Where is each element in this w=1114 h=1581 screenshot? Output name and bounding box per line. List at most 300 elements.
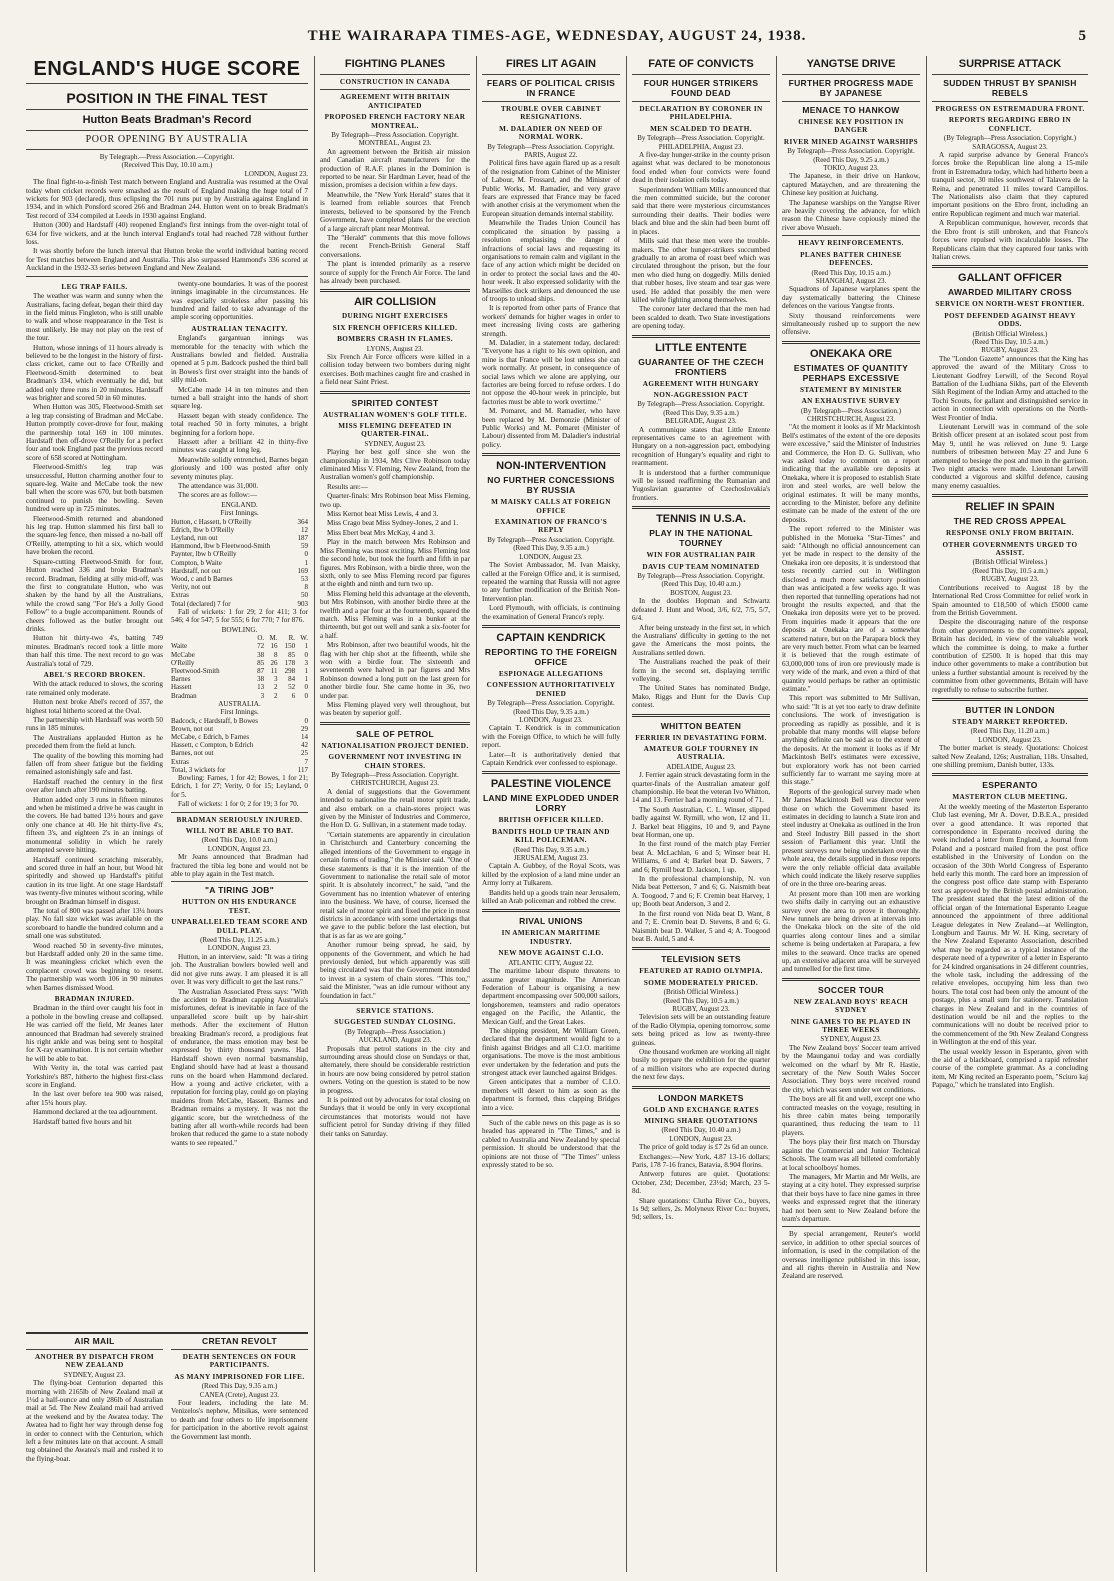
paragraph: Fall of wickets: 1 for 29; 2 for 411; 3 for 546; 4 for 547; 5 for 555; 6 for 770; 7 for 876. <box>171 607 308 625</box>
section-heading: SERVICE ON NORTH-WEST FRONTIER. <box>935 300 1085 309</box>
scorecard-innings: First Innings. <box>220 708 259 717</box>
paragraph: Fleetwood-Smith returned and abandoned his leg trap. Hutton slammed his first ball to the square-leg fence, then missed a no-ball off O'Reilly, attempting to hit a six, which would have broken the record. <box>26 514 163 557</box>
dateline: ATLANTIC CITY, August 22. <box>508 958 594 967</box>
received: (Reed This Day, 10.15 a.m.) <box>811 268 891 277</box>
section-heading: FEATURED AT RADIO OLYMPIA. <box>639 967 763 976</box>
paragraph: Miss Kernot beat Miss Lewis, 4 and 3. <box>327 510 439 519</box>
headline: FIGHTING PLANES <box>344 58 446 70</box>
dateline: LONDON, August 23. <box>207 844 272 853</box>
section-heading: AN EXHAUSTIVE SURVEY <box>801 397 901 406</box>
paragraph: A Republican communique, however, records that the Ebro front is still unbroken, and that Franco's forces were repulsed with incalculable losses. The Republicans claim that they captured four tanks with Italian crews. <box>932 219 1088 261</box>
paragraph: It is understood that a further communique will be issued reaffirming the Rumanian and Yugoslavian guarantee of Czechoslovakia's frontiers. <box>632 468 770 502</box>
paragraph: The United States has nominated Budge, Mako, Riggs and Hunt for the Davis Cup contest. <box>632 684 770 710</box>
paragraph: Share quotations: Clutha River Co., buyers, 1s 9d; sellers, 2s. Molyneux River Co.: buyers, 9d; sellers, 1s. <box>632 1196 770 1222</box>
received: (Reed This Day, 11.20 a.m.) <box>970 727 1050 736</box>
paragraph: It was shortly before the lunch interval that Hutton broke the world individual batting record for Test matches between England and Australia. This also surpassed Hammond's 336 scored at Auckland in the 1932-33 series between England and New Zealand. <box>26 247 308 273</box>
paragraph: A denial of suggestions that the Government intended to nationalise the retail motor spirit trade, and also embark on a chain-stores project was given by the Minister of Industries and Commerce, the Hon D. G. Sullivan, in a statement made today. <box>320 787 470 830</box>
headline: CRETAN REVOLT <box>202 1336 277 1346</box>
paragraph: The Japanese warships on the Yangtse River are heavily covering the advance, for which reason the Chinese have copiously mined the river above Wusueh. <box>782 198 920 232</box>
paragraph: Captain A. Gubbey, of the Royal Scots, was killed by the explosion of a land mine under an Army lorry at Tulkarem. <box>482 862 620 888</box>
credit: By Telegraph—Press Association. Copyright. <box>487 699 615 708</box>
section-heading: LEG TRAP FAILS. <box>61 282 128 291</box>
subheadline: GUARANTEE OF THE CZECH FRONTIERS <box>638 356 764 377</box>
paragraph: A communique states that Little Entente representatives came to an agreement with Hungary on a non-aggression pact, embodying recognition of Hungary's equality and right to rearmament. <box>632 425 770 468</box>
section-heading: UNPARALLELED TEAM SCORE AND DULL PLAY. <box>171 918 308 935</box>
paragraph: McCabe made 14 in ten minutes and then turned a ball straight into the hands of short square leg. <box>171 385 308 411</box>
paragraph: Meanwhile the Trades Union Council has complicated the situation by passing a resolution emphasising the danger of infractions of social laws and requesting its organisations to remain calm and vigilant in the face of any action which might be decided on in order to protect the social laws and the 40-hour week. It also expressed solidarity with the Marseilles dock strikers and denounced the use of troops to unload ships. <box>482 219 620 303</box>
paragraph: After being unsteady in the first set, in which the Australians' difficulty in getting to the net gave the Americans the most points, the Australians settled down. <box>632 623 770 657</box>
paragraph: At the weekly meeting of the Masterton Esperanto Club last evening, Mr A. Dover, D.B.E.A., presided over a good attendance. It was reported that correspondence in Esperanto received during the week included a letter from England, a Journal from Poland and a postcard mailed from the post office established in the University of London on the occasion of the 30th World Congress of Esperanto held early this month. The card bore an impression of the congress post office date stamp with Esperanto text as approved by the British postal administration. The president stated that the latest edition of the official organ of the International Esperanto League announced the appointment of three additional League delegates in New Zealand—at Wellington, Longburn and Taurus. Mr W. H. King, secretary of the New Zealand Esperanto Association, described what may be regarded as a typical instance of the desperate need of a typewriter of a letter in Esperanto for 24 kindred organisations in 24 different countries, the whole task, including the addressing of the relative envelopes, occupying him less than two hours. The total cost had been only the amount of the postage, plus a small sum for stationery. Translation charges in New Zealand and in the countries of destination would be nil and the replies to the communications will no doubt be received prior to the commencement of the 9th New Zealand Congress in Wellington at the end of this year. <box>932 802 1088 1047</box>
column-3 <box>482 56 620 1572</box>
dateline: SARAGOSSA, August 23. <box>972 142 1048 151</box>
table-row: Hutton, c Hassett, b O'Reilly 364 <box>171 517 308 526</box>
section-heading: GOVERNMENT NOT INVESTING IN CHAIN STORES. <box>328 753 462 770</box>
headline: RELIEF IN SPAIN <box>965 501 1055 514</box>
paragraph: Despite the discouraging nature of the response from other governments to the committee's appeal, Britain has decided, in view of the valuable work which the committee is doing, to make a further contribution of £2500. It is hoped that this may induce other governments to make a contribution but unless a further substantial amount is received by the committee from other governments, Britain will have regretfully to refuse to subscribe further. <box>932 618 1088 694</box>
subheadline: FEARS OF POLITICAL CRISIS IN FRANCE <box>486 78 616 98</box>
paragraph: Lieutenant Lerwill was in command of the sole British officer present at an isolated scout post from May 9, until he was relieved on June 9. Large numbers of tribesmen between May 27 and June 6 attempted to besiege the post and men in the garrison. Two night attacks were made. Lieutenant Lerwill conducted a vigorous and skilful defence, causing many enemy casualties. <box>932 423 1088 490</box>
subheadline: REPORTING TO THE FOREIGN OFFICE <box>484 646 618 667</box>
headline: AIR MAIL <box>74 1336 115 1346</box>
paragraph: The Soviet Ambassador, M. Ivan Maisky, called at the Foreign Office and, it is surmised, repeated the warning that Russia will not agree to any further modification of the British Non-Intervention plan. <box>482 561 620 603</box>
headline: BUTTER IN LONDON <box>965 704 1055 715</box>
credit: (By Telegraph—Press Association.) <box>344 1027 446 1036</box>
section-heading: TROUBLE OVER CABINET RESIGNATIONS. <box>500 105 602 122</box>
paragraph: Another rumour being spread, he said, by opponents of the Government, and which he had previously denied, but which apparently was still being circulated was that the Government intended to invest in a system of chain stores. "This too," said the Minister, "was an idle rumour without any foundation in fact." <box>320 941 470 1000</box>
paragraph: The boys play their first match on Thursday against the Commercial and Junior Technical Schools. The team was all billeted comfortably at local schoolboys' homes. <box>782 1138 920 1172</box>
paragraph: The maritime labour dispute threatens to assume greater magnitude. The American Federation of Labour is organising a new department encompassing over 500,000 sailors, longshoremen, teamsters and radio operators engaged on the Pacific, the Atlantic, the Mexican Gulf, and the Great Lakes. <box>482 967 620 1026</box>
headline: ONEKAKA ORE <box>809 347 893 360</box>
paragraph: Miss Fleming played very well throughout, but was beaten by superior golf. <box>320 701 470 718</box>
paragraph: Hutton (300) and Hardstaff (40) reopened England's first innings from the over-night total of 634 for five wickets, and at the lunch interval England's total had reached 728 without further loss. <box>26 221 308 247</box>
table-row: O. M. R. W. <box>257 634 308 643</box>
dateline: PHILADELPHIA, August 23. <box>658 142 744 151</box>
paragraph: Miss Fleming held this advantage at the eleventh, but Mrs Robinson, with another birdie three at the twelfth and a par four at the fourteenth, squared the match. Miss Fleming was in a bunker at the thirteenth, but got out well and sank a six-footer for a half. <box>320 589 470 640</box>
section-heading: ANOTHER BY DISPATCH FROM NEW ZEALAND <box>34 1353 155 1370</box>
received: (Reed This Day, 11.25 a.m.) <box>200 936 279 945</box>
column-4 <box>632 56 770 1572</box>
paragraph: The Japanese, in their drive on Hankow, captured Mataychen, and are threatening the Chinese key position at Juichang. <box>782 172 920 198</box>
paragraph: Hardstaff batted five hours and hit <box>33 1117 132 1126</box>
column-6 <box>932 56 1088 1572</box>
paragraph: The plant is intended primarily as a reserve source of supply for the French Air Force. The land has already been purchased. <box>320 260 470 285</box>
paragraph: The boys are all fit and well, except one who contracted measles on the voyage, resulting in his three cabin mates being temporarily quarantined, thus reducing the team to 11 players. <box>782 1095 920 1137</box>
paragraph: The "Herald" comments that this move follows the recent French-British General Staff conversations. <box>320 233 470 259</box>
dateline: ADELAIDE, August 23. <box>666 762 736 771</box>
paragraph: The weather was warm and sunny when the Australians, facing defeat, began their third day in the field minus Fingleton, who is still unable to walk and whose reappearance in the Test is most unlikely. He may not play on the rest of the tour. <box>26 292 163 343</box>
credit: (British Official Wireless.) <box>972 558 1048 567</box>
paragraph: Sixty thousand reinforcements were simultaneously rushed up to support the new offensive. <box>782 311 920 337</box>
headline: ENGLAND'S HUGE SCORE <box>33 58 301 80</box>
column-rule <box>776 56 777 1572</box>
table-row: Verity, not out 8 <box>171 583 308 592</box>
dateline: RUGBY, August 23. <box>981 346 1039 355</box>
table-row: McCabe 38 8 85 0 <box>171 650 308 659</box>
section-heading: BOMBERS CRASH IN FLAMES. <box>337 335 453 344</box>
paragraph: It is reported from other parts of France that workers' demands for higher wages in order to meet increasing living costs are gathering strength. <box>482 304 620 338</box>
section-heading: BRITISH OFFICER KILLED. <box>498 816 604 825</box>
section-heading: NEW ZEALAND BOYS' REACH SYDNEY <box>793 997 909 1015</box>
section-heading: CHINESE KEY POSITION IN DANGER <box>798 118 904 135</box>
paragraph: In the doubles Hopman and Schwartz defeated J. Hunt and Wood, 3/6, 6/2, 7/5, 5/7, 6/4. <box>632 597 770 623</box>
paragraph: Fall of wickets: 1 for 0; 2 for 19; 3 for 70. <box>178 800 299 809</box>
dateline: JERUSALEM, August 23. <box>513 854 589 863</box>
paragraph: Quarter-finals: Mrs Robinson beat Miss Fleming, two up. <box>320 492 470 509</box>
section-heading: AUSTRALIAN WOMEN'S GOLF TITLE. <box>322 410 468 419</box>
paragraph: This report was submitted to Mr Sullivan, who said: "It is at yet too early to draw definite conclusions. The work of investigation is proceeding as rapidly as possible, and it is probable that many months will elapse before anything definite can be said as to the extent of the deposits. At the moment it looks as if Mr Mackintosh Bell's estimates were excessive, but exploratory work has not been carried sufficiently far to warrant me saying more at this stage." <box>782 694 920 787</box>
paragraph: With Verity in, the total was carried past Yorkshire's 887, hitherto the highest first-class score in England. <box>26 1064 163 1090</box>
headline: PALESTINE VIOLENCE <box>490 778 612 791</box>
paragraph: M. Daladier, in a statement today, declared: "Everyone has a right to his own opinion, and mine is that France will be lost unless she can work normally. At present, in consequence of social laws which we alone are applying, our factories are being forced to refuse orders. I do not oppose the 40-hour week in principle, but factories must be able to work overtime." <box>482 338 620 406</box>
dateline: LONDON, August 23. <box>244 169 308 178</box>
paragraph: The final fight-to-a-finish Test match between England and Australia was resumed at the Oval today when cricket records were smashed as the result of England making the huge total of 7 wickets for 903 (declared), thus eclipsing the 701 runs put up by Australia against England in 1934, and in which Ponsford scored 266 and Bradman 244. Hutton went on to break Bradman's Test record of 334 compiled at Leeds in 1930 against England. <box>26 178 308 220</box>
paragraph: J. Ferrier again struck devastating form in the quarter-finals of the Australian amateur golf championship. He beat the veteran Ivo Whitton, 14 and 13. Ferrier had a morning round of 71. <box>632 771 770 805</box>
paragraph: Green anticipates that a number of C.I.O. members will desert to him as soon as the department is formed, thus clapping Bridges into a vice. <box>482 1078 620 1112</box>
table-row: Waite 72 16 150 1 <box>171 642 308 651</box>
section-heading: SOME MODERATELY PRICED. <box>643 978 759 987</box>
column-rule <box>626 56 627 1572</box>
headline: RIVAL UNIONS <box>519 916 583 927</box>
headline: FATE OF CONVICTS <box>648 58 754 70</box>
paragraph: The Australians reached the peak of their form in the second set, displaying terrific volleying. <box>632 658 770 683</box>
paragraph: The "London Gazette" announces that the King has approved the award of the Military Cross to Lieutenant Godfrey Lerwill, of the Second Royal Battalion of the Ludhiana Sikhs, part of the Eleventh Sikh Regiment of the Indian Army and attached to the Tochi Scouts, for gallant and distinguished service in action in connection with operations on the North-West Frontier of India. <box>932 354 1088 422</box>
paragraph: Superintendent William Mills announced that the men committed suicide, but the coroner said that there were mysterious circumstances surrounding their deaths. Their bodies were black and blue and the skin had been burnt off in places. <box>632 185 770 236</box>
paragraph: Mrs Robinson, after two beautiful woods, hit the flag with her chip shot at the fifteenth, while she won with a birdie four. The sixteenth and seventeenth were halved in par figures and Mrs Robinson downed a long putt on the last green for another birdie four. She came home in 36, two under par. <box>320 641 470 700</box>
paragraph: The scores are as follow:— <box>178 491 258 500</box>
paragraph: It is pointed out by advocates for total closing on Sundays that it would be only in very exceptional circumstances that motorists would not have sufficient petrol for Sunday driving if they filled their tanks on Saturday. <box>320 1096 470 1138</box>
subheadline: AWARDED MILITARY CROSS <box>947 287 1073 298</box>
section-heading: NINE GAMES TO BE PLAYED IN THREE WEEKS <box>790 1017 912 1034</box>
credit: By Telegraph—Press Association. Copyright. <box>331 131 459 140</box>
section-heading: MINING SHARE QUOTATIONS <box>644 1117 758 1125</box>
section-heading: AGREEMENT WITH BRITAIN ANTICIPATED <box>340 93 450 110</box>
paragraph: The managers, Mr Martin and Mr Wells, are staying at a city hotel. They expressed surprise that their boys have to face nine games in three weeks and expressed regret that the itinerary had not been sent to New Zealand before the team's departure. <box>782 1172 920 1223</box>
section-heading: NEW MOVE AGAINST C.I.O. <box>498 949 604 958</box>
paragraph: Lord Plymouth, with officials, is continuing the examination of General Franco's reply. <box>482 604 620 621</box>
australia-scorecard <box>171 717 308 774</box>
credit: (By Telegraph—Press Association. Copyright.) <box>943 134 1077 143</box>
dateline: PARIS, August 22. <box>524 151 578 160</box>
paragraph: In the professional championship, N. von Nida beat Petterson, 7 and 6; G. Naismith beat A. Toogood, 7 and 6; F. Cremin beat Harvey, 1 up; Booth beat Anderson, 3 and 2. <box>632 875 770 909</box>
received: (Reed This Day, 9.35 a.m.) <box>513 707 589 716</box>
table-row: Barnes 38 3 84 1 <box>171 675 308 684</box>
reuter-notice: By special arrangement, Reuter's world service, in addition to other special sources of information, is used in the compilation of the overseas intelligence published in this issue, and all rights therein in Australia and New Zealand are reserved. <box>782 1230 920 1281</box>
dateline: LONDON, August 23. <box>978 735 1042 744</box>
paragraph: Television sets will be an outstanding feature of the Radio Olympia, opening tomorrow, some sets being priced as low as twenty-three guineas. <box>632 1013 770 1047</box>
article-cretan-revolt <box>171 1334 308 1464</box>
subheadline: SUDDEN THRUST BY SPANISH REBELS <box>943 78 1077 98</box>
dateline: LYONS, August 23. <box>366 344 424 353</box>
section-heading: STEADY MARKET REPORTED. <box>952 717 1068 726</box>
dateline: AUCKLAND, August 23. <box>358 1036 432 1045</box>
paragraph: Square-cutting Fleetwood-Smith for four, Hutton reached 336 and broke Bradman's record. Bradman, fielding at silly mid-off, was the first to congratulate Hutton, who was shaken by the hand by all the Australians, while the crowd sang "For He's a Jolly Good Fellow" to a bugle accompaniment. Rounds of cheers followed as the butler brought out drinks. <box>26 557 163 633</box>
dateline: BELGRADE, August 23. <box>665 417 737 426</box>
table-row: Edrich, lbw b O'Reilly 12 <box>171 525 308 534</box>
subheadline: NO FURTHER CONCESSIONS BY RUSSIA <box>487 475 615 496</box>
paragraph: Political fires have again flared up as a result of the resignation from Cabinet of the Minister of Labour, M. Frossard, and the Minister of Public Works, M. Ramadier, and very grave fears are expressed that France may be faced with another crisis at the verymoment when the European situation demands internal stability. <box>482 159 620 218</box>
paragraph: Miss Ebert beat Mrs McKay, 4 and 3. <box>327 528 435 537</box>
paragraph: "At the moment it looks as if Mr Mackintosh Bell's estimates of the extent of the ore deposits were excessive," said the Minister of Industries and Commerce, the Hon D. G. Sullivan, who was asked today to comment on a report indicating that the available ore deposits at Onekaka, where it is proposed to establish State iron and steel works, are well below the original estimates. It will be many months, according to the Minister, before any definite estimate can be made of the extent of the ore deposits. <box>782 423 920 524</box>
paragraph: The total of 800 was passed after 13¼ hours play. No fall size wicket was available on the scoreboard to handle the hundred column and a small one was substituted. <box>26 906 163 941</box>
paragraph: Miss Crago beat Miss Sydney-Jones, 2 and 1. <box>327 519 459 528</box>
dateline: CHRISTCHURCH, August 23. <box>351 779 439 788</box>
table-row: Brown, not out 29 <box>171 724 308 733</box>
section-heading: IN AMERICAN MARITIME INDUSTRY. <box>501 929 601 946</box>
cable-notice: Such of the cable news on this page as is so headed has appeared in "The Times," and is cabled to Australia and New Zealand by special permission. It should be understood that the opinions are not those of "The Times" unless expressly stated to be so. <box>482 1119 620 1170</box>
headline: WHITTON BEATEN <box>660 720 742 731</box>
paragraph: M. Pomaret, and M. Ramadier, who have been replaced by M. Demonzie (Minister of Public Works) and M. Pomaret (Minister of Labour) dissented from M. Daladier's industrial policy. <box>482 407 620 449</box>
paragraph: Hutton, in an interview, said: "It was a tiring job. The Australian bowlers bowled well and did not give runs away. I am pleased it is all over. It was very difficult to get the last runs." <box>171 952 308 987</box>
table-row: Barnes, not out 25 <box>171 749 308 758</box>
paragraph: Six French Air Force officers were killed in a collision today between two bombers during night exercises. Both machines caught fire and crashed in a field near Saint Priest. <box>320 352 470 387</box>
section-heading: CONSTRUCTION IN CANADA <box>339 78 451 86</box>
headline: NON-INTERVENTION <box>496 460 606 473</box>
paragraph: Meanwhile, the "New York Herald" states that it is learned from reliable sources that French interests, believed to be sponsored by the French Government, have completed plans for the erection of a large aircraft plant near Montreal. <box>320 190 470 233</box>
paragraph: The coroner later declared that the men had been scalded to death. Two State investigations are opening today. <box>632 305 770 331</box>
credit: By Telegraph—Press Association. Copyright. <box>487 142 615 151</box>
received: (Reed This Day, 9.35 a.m.) <box>513 845 589 854</box>
table-row: Paynter, lbw b O'Reilly 0 <box>171 550 308 559</box>
headline: TELEVISION SETS <box>661 954 741 965</box>
dateline: LONDON, August 23. <box>207 944 272 953</box>
paragraph: twenty-one boundaries. It was of the poorest innings imaginable in the circumstances. He was especially strokeless after passing his hundred and failed to take advantage of the ample scoring opportunities. <box>171 279 308 322</box>
dateline: SYDNEY, August 23. <box>364 439 426 448</box>
paragraph: England's gargantuan innings was memorable for the tenacity with which the Australians bowled and fielded. Australia opened at 5 p.m. Badcock pushed the third ball in Bowes's first over straight into the hands of silly mid-on. <box>171 334 308 385</box>
paragraph: Hardstaff continued scratching miserably, and scored three in half an hour, but Wood hit spiritedly and showed up Hardstaff's pitiful caution in its true light. At one stage Hardstaff was twenty-five minutes without scoring, while brought on Bradman himself in disgust. <box>26 855 163 906</box>
section-heading: DAVIS CUP TEAM NOMINATED <box>642 562 760 571</box>
paragraph: At present more than 100 men are working two shifts daily in carrying out an exhaustive survey over the area to prove it thoroughly. New tunnels are being driven at intervals into the Onekaka block on the site of the old quarries along contour lines and a similar scheme is being undertaken at Parapara, a few miles to the seaward. Once tracks are opened up, an extensive adjacent area will be surveyed and tunnelled for the first time. <box>782 889 920 974</box>
paragraph: The shipping president, Mr William Green, declared that the department would fight to a finish against Bridges and all C.I.O. maritime organisations. The move is the most ambitious ever undertaken by the federation and puts the strongest attack ever launched against Bridges. <box>482 1026 620 1077</box>
section-heading: HUTTON ON HIS ENDURANCE TEST. <box>182 898 297 915</box>
section-heading: M. DALADIER ON NEED OF NORMAL WORK. <box>499 124 603 142</box>
section-heading: PROGRESS ON ESTREMADURA FRONT. <box>935 105 1085 113</box>
paragraph: Hutton hit thirty-two 4's, batting 749 minutes. Bradman's record took a little more than half this time. The next record to go was Australia's total of 729. <box>26 634 163 668</box>
paragraph: Bowling: Farnes, 1 for 42; Bowes, 1 for 21; Edrich, 1 for 27; Verity, 0 for 15; Leyland, 0 for 5. <box>171 773 308 799</box>
paragraph: Reports of the geological survey made when Mr James Mackintosh Bell was director were those on which the Government based its estimates in deciding to launch a State iron and steel industry at Onekaka as outlined in the Iron and Steel Industry Bill passed in the short session of Parliament this year. Until the present surveys now being undertaken over the whole area, the details supplied in those reports were the only reliable official data available which could indicate the likely reserve supplies of ore in the three ore-bearing areas. <box>782 787 920 889</box>
subheadline: POOR OPENING BY AUSTRALIA <box>85 134 249 145</box>
table-row: Hassett, c Compton, b Edrich 42 <box>171 741 308 750</box>
paragraph: Play in the match between Mrs Robinson and Miss Fleming was most exciting. Miss Fleming lost the second hole, but took the fourth and fifth in par figures. Mrs Robinson, with a birdie three, won the sixth, only to see Miss Fleming record par figures at the eighth and ninth and turn two up. <box>320 538 470 589</box>
dateline: CANEA (Crete), August 23. <box>199 1390 280 1399</box>
section-heading: BRADMAN INJURED. <box>54 995 135 1003</box>
section-heading: GOLD AND EXCHANGE RATES <box>643 1105 759 1114</box>
paragraph: Hammond declared at the tea adjournment. <box>33 1108 158 1117</box>
section-heading: DECLARATION BY CORONER IN PHILADELPHIA. <box>639 105 763 122</box>
paragraph: Playing her best golf since she won the championship in 1934, Mrs Clive Robinson today eliminated Miss V. Fleming, New Zealand, from the Australian women's golf championship. <box>320 448 470 482</box>
credit: (British Official Wireless.) <box>663 988 739 997</box>
column-2 <box>320 56 470 1572</box>
paragraph: Meanwhile solidly entrenched, Barnes began gloriously and 100 was posted after only seventy minutes play. <box>171 455 308 481</box>
section-heading: MEN SCALDED TO DEATH. <box>650 124 752 133</box>
paragraph: Proposals that petrol stations in the city and surrounding areas should close on Sundays or that, alternately, there should be considerable restriction in hours are now being considered by petrol station owners. Voting on the question is stated to be now in progress. <box>320 1044 470 1095</box>
dateline: LONDON, August 23. <box>519 552 583 561</box>
section-heading: NON-AGGRESSION PACT <box>653 390 749 399</box>
headline: SPIRITED CONTEST <box>351 397 439 408</box>
paragraph: Bandits held up a goods train near Jerusalem, killed an Arab policeman and robbed the crew. <box>482 888 620 906</box>
credit: (By Telegraph—Press Association.) <box>800 406 902 415</box>
section-heading: SERVICE STATIONS. <box>356 1007 434 1015</box>
credit: By Telegraph—Press Association. Copyright. <box>487 535 615 544</box>
paragraph: The attendance was 31,000. <box>178 482 259 491</box>
column-rule <box>476 56 477 1572</box>
section-heading: SIX FRENCH OFFICERS KILLED. <box>332 323 458 332</box>
section-heading: PLANES BATTER CHINESE DEFENCES. <box>800 250 902 268</box>
paragraph: The Australians applauded Hutton as he preceded them from the field at lunch. <box>26 733 163 751</box>
paragraph: Hassett began with steady confidence. The total reached 50 in forty minutes, a bright beginning for a forlorn hope. <box>171 411 308 437</box>
paragraph: The usual weekly lesson in Esperanto, given with the aid of a blackboard, comprised a rapid refresher course of the complete grammar. As a concluding item, Mr King recited an Esperanto poem, "Sciuro kaj Papago," which he translated into English. <box>932 1047 1088 1090</box>
section-heading: WIN FOR AUSTRALIAN PAIR <box>646 551 756 560</box>
paragraph: Bradman in the third over caught his foot in a pothole in the bowling crease and collapsed. He was carried off the field, Mr Jeanes later announced that Bradman had severely strained his right ankle and was being sent to hospital for X-ray examination. It is not certain whether he will be able to bat. <box>26 1004 163 1063</box>
paragraph: The butter market is steady. Quotations: Choicest salted New Zealand, 126s; Australian, 118s. Unsalted, one shilling premium, Danish butter, 133s. <box>932 744 1088 769</box>
credit: (British Official Wireless.) <box>972 329 1048 338</box>
paragraph: A rapid surprise advance by General Franco's forces broke the Republican line along a 15-mile front in Estremadura today, which had hitherto been a tranquil sector, 30 miles southwest of Talavera de la Reina, and penetrated 11 miles toward Campillos. The Nationalists also claim that they captured important positions on the Ebro front, including an entire Republican regiment and much war material. <box>932 151 1088 218</box>
paragraph: Wood reached 50 in seventy-five minutes, but Hardstaff added only 20 in the same time. It was meaningless cricket which even the complacent crowd was beginning to resent. The partnership was worth 106 in 90 minutes when Barnes dismissed Wood. <box>26 941 163 992</box>
paragraph: Exchanges:—New York, 4.87 13-16 dollars; Paris, 178 7-16 francs, Batavia, 8.904 florins. <box>632 1152 770 1170</box>
received: (Reed This Day, 9.25 a.m.) <box>813 155 889 164</box>
paragraph: Hutton added only 3 runs in fifteen minutes and when he mistimed a drive he was caught in the covers. He had batted 13½ hours and gave only one chance at 40. He hit thirty-five 4's, fifteen 3's, and eighteen 2's in an innings of monumental solidity in which he rarely attempted severe hitting. <box>26 795 163 855</box>
headline: YANGTSE DRIVE <box>806 58 896 70</box>
credit: By Telegraph—Press Association. Copyright. <box>637 572 765 581</box>
column-rule <box>926 56 927 1572</box>
headline: TENNIS IN U.S.A. <box>656 513 746 526</box>
newspaper-title: THE WAIRARAPA TIMES-AGE, WEDNESDAY, AUGUST 24, 1938. <box>307 28 807 44</box>
section-heading: ESPIONAGE ALLEGATIONS <box>498 669 604 678</box>
paragraph: Antwerp futures are quiet. Quotations: October, 23d; December, 23½d; March, 23 5-8d. <box>632 1170 770 1196</box>
paragraph: Hutton next broke Abel's record of 357, the highest total hitherto scored at the Oval. <box>26 698 163 715</box>
table-row: Wood, c and b Barnes 53 <box>171 575 308 584</box>
received: (Received This Day, 10.10 a.m.) <box>121 161 213 170</box>
credit: By Telegraph.—Press Association.—Copyright. <box>99 153 235 161</box>
paragraph: An agreement between the British air mission and Canadian aircraft manufacturers for the production of R.A.F. planes in the Dominion is reported to be near. Sir Hardman Lever, head of the mission, promises a decision within a few days. <box>320 147 470 190</box>
section-heading: BRADMAN SERIOUSLY INJURED. <box>176 815 303 824</box>
dateline: SYDNEY, August 23. <box>63 1370 126 1379</box>
section-heading: FERRIER IN DEVASTATING FORM. <box>635 733 767 742</box>
paragraph: Results are:— <box>327 482 368 491</box>
paragraph: Four leaders, including the late M. Venizelos's nephew, Mitsikas, were sentenced to death and four others to life imprisonment for participation in the abortive revolt against the Government last month. <box>171 1399 308 1441</box>
section-heading: EXAMINATION OF FRANCO'S REPLY <box>494 518 608 535</box>
table-row: Badcock, c Hardstaff, b Bowes 0 <box>171 716 308 725</box>
section-heading: M MAISKY CALLS AT FOREIGN OFFICE <box>491 498 611 515</box>
dateline: SYDNEY, August 23. <box>820 1035 882 1044</box>
scorecard-team: ENGLAND. <box>221 500 258 509</box>
masthead <box>0 0 1114 52</box>
subheadline: ESTIMATES OF QUANTITY PERHAPS EXCESSIVE <box>793 362 909 383</box>
section-heading: AUSTRALIAN TENACITY. <box>191 324 288 333</box>
paragraph: When Hutton was 305, Fleetwood-Smith set a leg trap consisting of Bradman and McCabe. Hutton promptly cover-drove for four, making the partnership total 169 in 100 minutes. Hardstaff then off-drove O'Reilly for a perfect four and took England past the previous record score of 658 scored at Nottingham. <box>26 403 163 462</box>
section-heading: BANDITS HOLD UP TRAIN AND KILL POLICEMAN. <box>492 827 610 845</box>
table-row: Fleetwood-Smith 87 11 298 1 <box>171 666 308 675</box>
dateline: RUGBY, August 23. <box>981 575 1039 584</box>
section-heading: RIVER MINED AGAINST WARSHIPS <box>783 137 919 146</box>
table-row: Hammond, lbw b Fleetwood-Smith 59 <box>171 542 308 551</box>
subheadline: FOUR HUNGER STRIKERS FOUND DEAD <box>643 78 759 98</box>
section-heading: AS MANY IMPRISONED FOR LIFE. <box>174 1372 305 1381</box>
paragraph: The Australian Associated Press says: "With the accident to Bradman capping Australia's misfortunes, defeat is inevitable in face of the unparalleled score built up by hair-shirt methods. After the excitement of Hutton breaking Bradman's record, a prodigious feat of endurance, the mass emotion may best be expressed by thirty thousand yawns. Had Hardstaff shown even normal batsmanship, England should have had at least a thousand runs on the board when Hammond declared. How a young and active cricketer, with a reputation for forcing play, could go on playing maidens from McCabe, Hassett, Barnes and Bradman remains a mystery. It was not the gigantic score, but the wretchedness of the batting after all worth-while records had been broken that reduced the game to a state nobody wants to see repeated." <box>171 987 308 1147</box>
section-heading: WILL NOT BE ABLE TO BAT. <box>185 827 294 835</box>
received: (Reed This Day, 10.5 a.m.) <box>972 566 1048 575</box>
dateline: CHRISTCHURCH, August 23. <box>807 414 895 423</box>
table-row: Extras 7 <box>171 757 308 766</box>
subheadline: PLAY IN THE NATIONAL TOURNEY <box>649 528 753 549</box>
section-heading: OTHER GOVERNMENTS URGED TO ASSIST. <box>942 540 1078 558</box>
section-heading: POST DEFENDED AGAINST HEAVY ODDS. <box>944 311 1076 329</box>
headline: SURPRISE ATTACK <box>958 58 1062 70</box>
section-heading: CONFESSION AUTHORITATIVELY DENIED <box>486 681 616 698</box>
paragraph: Hutton, whose innings of 11 hours already is believed to be the longest in the history of first-class cricket, came out to face O'Reilly and Fleetwood-Smith determined to beat Bradman's 334, which eventually he did, but added only three runs in 20 minutes. Hardstaff was brighter and scored 50 in 60 minutes. <box>26 343 163 402</box>
paragraph: Fleetwood-Smith's leg trap was unsuccessful, Hutton charming another four to square-leg. Waite and McCabe took the new ball when the score was 670, but both batsmen continued to punish the bowling. Seven hundred were up in 725 minutes. <box>26 463 163 514</box>
credit: By Telegraph—Press Association. Copyright. <box>637 400 765 409</box>
paragraph: The price of gold today is £7 2s 6d an ounce. <box>639 1143 769 1152</box>
dateline: LONDON, August 23. <box>519 715 583 724</box>
section-heading: MISS FLEMING DEFEATED IN QUARTER-FINAL. <box>338 422 452 439</box>
paragraph: The New Zealand boys' Soccer team arrived by the Maunganui today and was cordially welcomed on the wharf by Mr R. Hastie, secretary of the New South Wales Soccer Association. They boys were received round the city, which was seen under wet conditions. <box>782 1043 920 1094</box>
bottom-left-articles <box>26 1332 308 1574</box>
received: (Reed This Day, 10.40 a.m.) <box>661 580 741 589</box>
paragraph: In the last over before tea 900 was raised, after 15¼ hours play. <box>26 1090 163 1107</box>
table-row: O'Reilly 85 26 178 3 <box>171 658 308 667</box>
bowling-table <box>171 634 308 700</box>
credit: By Telegraph—Press Association. Copyright. <box>331 771 459 780</box>
subheadline: FURTHER PROGRESS MADE BY JAPANESE <box>788 78 914 98</box>
headline: ESPERANTO <box>982 780 1038 791</box>
section-heading: AMATEUR GOLF TOURNEY IN AUSTRALIA. <box>643 744 759 762</box>
paragraph: The partnership with Hardstaff was worth 50 runs in 185 minutes. <box>26 716 163 733</box>
section-heading: SUGGESTED SUNDAY CLOSING. <box>334 1018 456 1027</box>
table-row: Total (declared) 7 for 903 <box>171 599 308 608</box>
paragraph: Later—It is authoritatively denied that Captain Kendrick ever confessed to espionage. <box>482 750 620 767</box>
headline: CAPTAIN KENDRICK <box>496 631 606 644</box>
scorecard-innings: First Innings. <box>220 509 259 518</box>
credit: By Telegraph—Press Association. Copyright. <box>637 134 765 143</box>
paragraph: "Certain statements are apparently in circulation in Christchurch and Canterbury concerning the alleged intentions of the Government to engage in certain forms of trading," the Minister said. "One of these statements is that it is the intention of the Government to nationalise the retail sale of motor spirit. It is absolutely incorrect," he said, "and the Government has no intention whatever of entering into the business. We have, of course, licensed the retail sale of motor spirit and fixed the price in most districts in accordance with some undertakings that we gave to the public before the last election, but that is as far as we are going." <box>320 830 470 940</box>
paragraph: Hardstaff reached the century in the first over after lunch after 190 minutes batting. <box>26 777 163 795</box>
paragraph: With the attack reduced to slows, the scoring rate remained only moderate. <box>26 680 163 697</box>
headline: GALLANT OFFICER <box>958 272 1062 285</box>
table-row: Compton, b Waite 1 <box>171 558 308 567</box>
paragraph: Captain T. Kendrick is in communication with the Foreign Office, to which he will fully report. <box>482 724 620 750</box>
table-row: Total, 3 wickets for 117 <box>171 765 308 774</box>
section-heading: PROPOSED FRENCH FACTORY NEAR MONTREAL. <box>324 113 466 130</box>
subheadline: MENACE TO HANKOW <box>802 105 900 115</box>
section-heading: MASTERTON CLUB MEETING. <box>952 793 1068 802</box>
paragraph: Hassett after a brilliant 42 in thirty-five minutes was caught at long leg. <box>171 438 308 455</box>
headline: LITTLE ENTENTE <box>655 341 747 354</box>
paragraph: The flying-boat Centurion departed this morning with 2165lb of New Zealand mail at 1¼d a half-ounce and only 286lb of Australian mail at 5d. The New Zealand mail had arrived at the weekend and by the Awatea today. The Awatea had to fight her way through dense fog in order to connect with the Centurion, which left a few minutes late on that account. A small tug obtained the Awatea's mail and rushed it to the flying-boat. <box>26 1379 163 1463</box>
paragraph: The quality of the bowling this morning had fallen off from sheer fatigue but the fielding remained astonishingly safe and fast. <box>26 751 163 777</box>
headline: AIR COLLISION <box>354 296 436 309</box>
section-heading: ABEL'S RECORD BROKEN. <box>43 670 146 679</box>
paragraph: Mills said that these men were the trouble-makers. The other hunger-strikers succumbed gradually to an aroma of roast beef which was circulated throughout the prison, but the four men who died hung on doggedly. Mills denied that rubber hoses, live steam and tear gas were used. He added that possibly the men were killed while fighting among themselves. <box>632 237 770 304</box>
credit: By Telegraph—Press Association. Copyright. <box>787 147 915 156</box>
paragraph: Contributions received to August 18 by the International Red Cross Committee for relief work in Spain amounted to £18,500 of which £5000 came from the British Government. <box>932 583 1088 617</box>
dateline: SHANGHAI, August 23. <box>815 276 887 285</box>
dateline: RUGBY, August 23. <box>672 1004 730 1013</box>
page-number: 5 <box>1078 28 1086 44</box>
received: (Reed This Day, 10.0 a.m.) <box>201 836 278 845</box>
england-scorecard <box>171 518 308 608</box>
section-heading: DURING NIGHT EXERCISES <box>341 312 449 321</box>
received: (Reed This Day, 9.35 a.m.) <box>663 408 739 417</box>
subheadline: POSITION IN THE FINAL TEST <box>66 90 268 106</box>
paragraph: Mr Jeans announced that Bradman had fractured the tibia leg bone and would not be able to play again in the Test match. <box>171 853 308 879</box>
article-air-mail <box>26 1334 163 1464</box>
table-row: Leyland, run out 187 <box>171 534 308 543</box>
table-row: Hardstaff, not out 169 <box>171 566 308 575</box>
subheadline: LAND MINE EXPLODED UNDER LORRY <box>482 793 620 814</box>
section-heading: HEAVY REINFORCEMENTS. <box>798 239 904 248</box>
paragraph: In the first round von Nida beat D. Want, 8 and 7; E. Cremin beat D. Stevens, 8 and 6; G. Naismith beat D. Walker, 5 and 4; A. Toogood beat B. Auld, 5 and 4. <box>632 909 770 943</box>
dateline: LONDON, August 23. <box>669 1134 733 1143</box>
